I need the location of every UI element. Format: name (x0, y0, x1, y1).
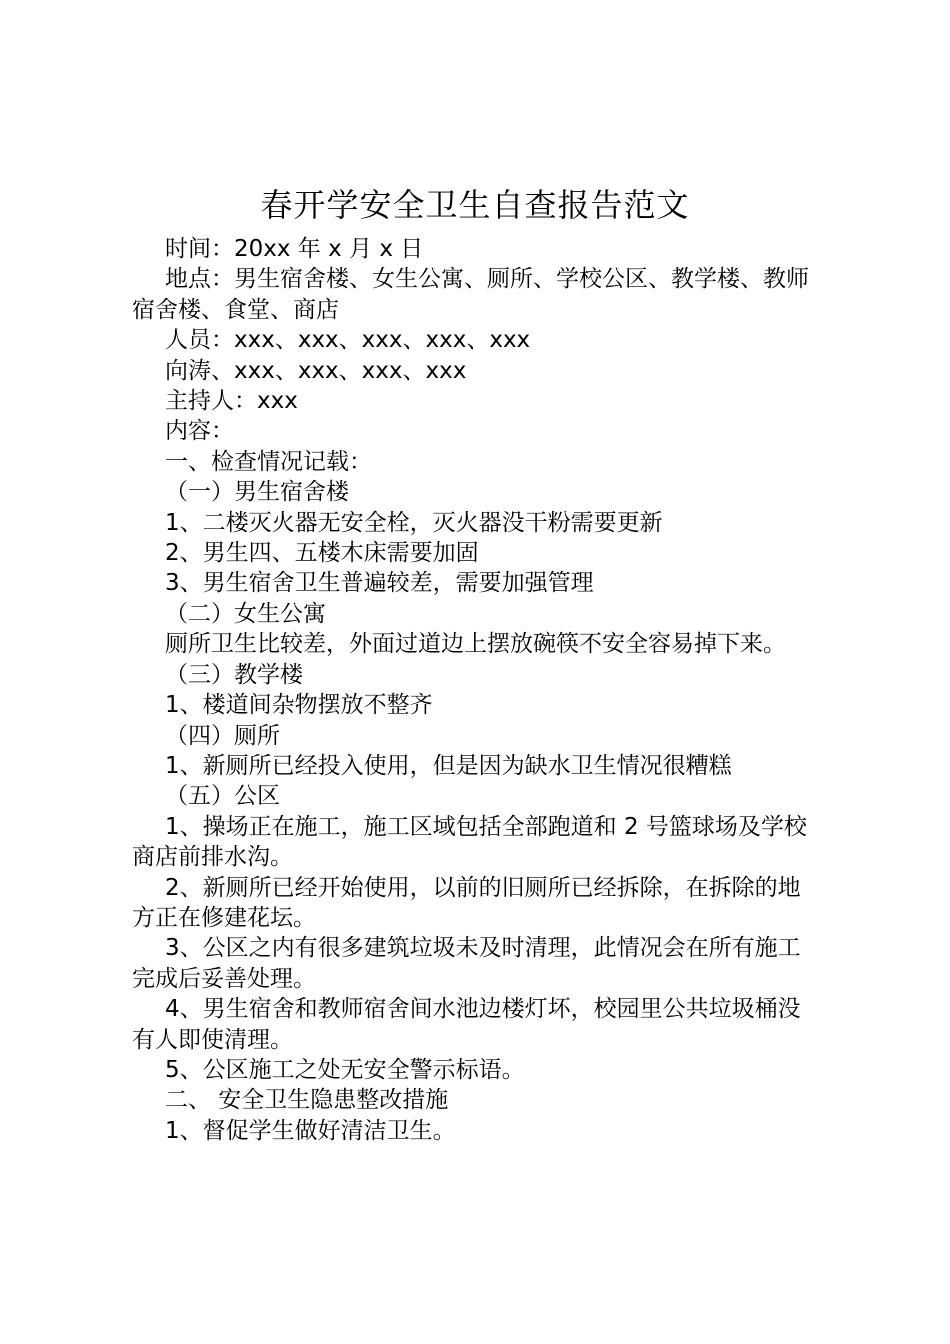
list-item: 2、新厕所已经开始使用，以前的旧厕所已经拆除，在拆除的地方正在修建花坛。 (132, 874, 801, 931)
list-item: 1、楼道间杂物摆放不整齐 (165, 692, 433, 719)
paragraph-host: 主持人：xxx (165, 388, 298, 415)
subheading-girls-apartment: （二）女生公寓 (165, 600, 326, 627)
paragraph-girls-apartment: 厕所卫生比较差，外面过道边上摆放碗筷不安全容易掉下来。 (165, 631, 786, 658)
list-item: 1、二楼灭火器无安全栓，灭火器没干粉需要更新 (165, 509, 663, 536)
section-heading-measures: 二、 安全卫生隐患整改措施 (165, 1087, 449, 1114)
list-item: 1、操场正在施工，施工区域包括全部跑道和 2 号篮球场及学校商店前排水沟。 (132, 813, 807, 871)
subheading-toilets: （四）厕所 (165, 722, 280, 749)
paragraph-location: 地点：男生宿舍楼、女生公寓、厕所、学校公区、教学楼、教师宿舍楼、食堂、商店 (132, 266, 809, 323)
paragraph-time: 时间：20xx 年 x 月 x 日 (165, 236, 424, 262)
subheading-public-area: （五）公区 (165, 783, 280, 810)
paragraph-content-label: 内容： (165, 418, 234, 445)
paragraph-personnel-continued: 向涛、xxx、xxx、xxx、xxx (165, 357, 467, 384)
subheading-teaching-building: （三）教学楼 (165, 661, 303, 688)
section-heading-inspection: 一、检查情况记载： (165, 448, 372, 475)
paragraph-personnel: 人员：xxx、xxx、xxx、xxx、xxx (165, 327, 531, 354)
list-item: 5、公区施工之处无安全警示标语。 (165, 1056, 525, 1083)
document-body (132, 234, 822, 1146)
list-item: 3、男生宿舍卫生普遍较差，需要加强管理 (165, 570, 594, 597)
list-item: 1、督促学生做好清洁卫生。 (165, 1117, 456, 1144)
list-item: 2、男生四、五楼木床需要加固 (165, 540, 479, 567)
document-title: 春开学安全卫生自查报告范文 (260, 186, 690, 224)
list-item: 1、新厕所已经投入使用，但是因为缺水卫生情况很糟糕 (165, 752, 732, 779)
list-item: 4、男生宿舍和教师宿舍间水池边楼灯坏，校园里公共垃圾桶没有人即使清理。 (132, 996, 801, 1053)
list-item: 3、公区之内有很多建筑垃圾未及时清理，此情况会在所有施工完成后妥善处理。 (132, 935, 801, 992)
subheading-boys-dorm: （一）男生宿舍楼 (165, 479, 349, 506)
